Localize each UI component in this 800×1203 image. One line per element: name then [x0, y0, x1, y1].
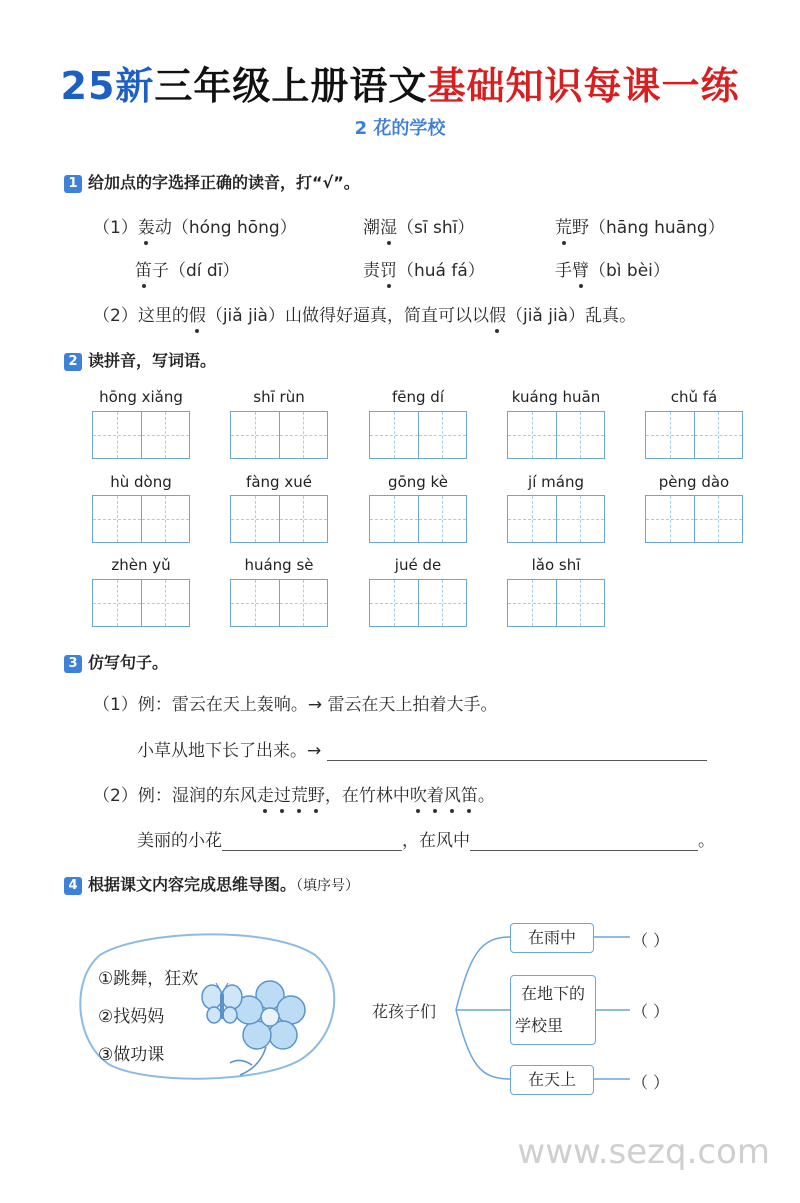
option-1: ①跳舞，狂欢 — [98, 969, 199, 989]
q1-item-pre: 潮 — [363, 218, 380, 238]
question-number-badge: 4 — [64, 877, 82, 895]
q3-s2-prompt: ，在风中 — [402, 831, 470, 851]
grid-cell[interactable] — [370, 412, 419, 458]
grid-cell[interactable] — [142, 496, 190, 542]
grid-cell[interactable] — [93, 412, 142, 458]
grid-cell[interactable] — [142, 412, 190, 458]
writing-grid[interactable] — [507, 411, 605, 459]
dotted-char: 罚 — [380, 256, 397, 281]
lesson-subtitle: 2 花的学校 — [354, 118, 446, 139]
answer-blank[interactable] — [327, 742, 707, 761]
q1-item-text: 野（hāng huāng） — [572, 218, 725, 238]
writing-grid[interactable] — [507, 579, 605, 627]
grid-cell[interactable] — [508, 412, 557, 458]
branch-box-1 — [510, 923, 594, 953]
writing-grid[interactable] — [92, 411, 190, 459]
pinyin-label: shī rùn — [253, 388, 305, 406]
q1-item-5 — [363, 256, 485, 281]
q1-sub1-label: （1） — [93, 218, 138, 238]
q3-example-2 — [93, 781, 495, 806]
writing-grid[interactable] — [230, 579, 328, 627]
pinyin-label: huáng sè — [244, 556, 314, 574]
grid-cell[interactable] — [280, 412, 328, 458]
writing-grid[interactable] — [230, 495, 328, 543]
branch-label: 在雨中 — [527, 928, 576, 947]
question-2-text: 读拼音，写词语。 — [88, 351, 217, 370]
q3-s1-example: 例：雷云在天上轰响。→ 雷云在天上拍着大手。 — [137, 695, 498, 715]
q1-item-text: 动（hóng hōng） — [154, 218, 297, 238]
q1-item-text: （sī shī） — [397, 218, 475, 238]
q1-item-2 — [363, 213, 474, 238]
grid-cell[interactable] — [557, 580, 605, 626]
question-4-note: （填序号） — [296, 878, 360, 894]
grid-cell[interactable] — [508, 580, 557, 626]
dotted-char: 湿 — [380, 213, 397, 238]
q3-s2-label: （2） — [93, 786, 138, 806]
question-2-heading — [64, 348, 216, 371]
grid-cell[interactable] — [419, 580, 467, 626]
dotted-phrase — [410, 786, 478, 806]
title-part-2: 三年级上册语文 — [154, 64, 428, 108]
q1-item-pre: 责 — [363, 261, 380, 281]
question-number-badge: 3 — [64, 655, 82, 673]
q3-s2-prompt: 美丽的小花 — [137, 831, 222, 851]
pinyin-label: fēng dí — [392, 388, 444, 406]
dotted-char: 轰 — [138, 213, 155, 238]
writing-grid[interactable] — [645, 411, 743, 459]
q1-sub2-label: （2） — [93, 306, 138, 326]
grid-cell[interactable] — [93, 580, 142, 626]
q1-item-6 — [555, 256, 670, 281]
dotted-char: 过 — [274, 781, 291, 806]
pinyin-label: kuáng huān — [511, 388, 601, 406]
mind-map-center: 花孩子们 — [372, 1002, 437, 1021]
question-1-text: 给加点的字选择正确的读音，打“√”。 — [88, 173, 360, 192]
dotted-char: 假 — [189, 301, 206, 326]
branch-label: 在天上 — [527, 1070, 576, 1089]
grid-cell[interactable] — [695, 412, 743, 458]
page-title — [0, 55, 800, 110]
grid-cell[interactable] — [646, 412, 695, 458]
dotted-char: 风 — [444, 781, 461, 806]
writing-grid[interactable] — [230, 411, 328, 459]
q1-sub2-sentence — [93, 301, 636, 326]
grid-cell[interactable] — [231, 412, 280, 458]
grid-cell[interactable] — [142, 580, 190, 626]
dotted-char: 笛 — [135, 256, 152, 281]
grid-cell[interactable] — [370, 496, 419, 542]
answer-paren-3[interactable]: （ ） — [632, 1073, 670, 1092]
q3-s1-prompt: 小草从地下长了出来。→ — [137, 741, 322, 761]
dotted-char: 走 — [257, 781, 274, 806]
grid-cell[interactable] — [419, 412, 467, 458]
writing-grid[interactable] — [369, 495, 467, 543]
q1-sub2-text: （jiǎ jià）山做得好逼真，简直可以以 — [205, 306, 489, 326]
dotted-phrase — [257, 786, 325, 806]
dotted-char: 假 — [489, 301, 506, 326]
answer-paren-2[interactable]: （ ） — [632, 1002, 670, 1021]
grid-cell[interactable] — [419, 496, 467, 542]
pinyin-label: zhèn yǔ — [111, 556, 171, 574]
grid-cell[interactable] — [231, 580, 280, 626]
question-number-badge: 2 — [64, 353, 82, 371]
question-number-badge: 1 — [64, 175, 82, 193]
writing-grid[interactable] — [369, 579, 467, 627]
grid-cell[interactable] — [231, 496, 280, 542]
option-2: ②找妈妈 — [98, 1007, 165, 1027]
q1-item-4 — [135, 256, 239, 281]
branch-box-2 — [510, 975, 596, 1045]
q1-item-text: （huá fá） — [397, 261, 485, 281]
writing-grid[interactable] — [507, 495, 605, 543]
branch-box-3 — [510, 1065, 594, 1095]
dotted-char: 吹 — [410, 781, 427, 806]
q1-item-3 — [555, 213, 725, 238]
dotted-char: 臂 — [572, 256, 589, 281]
dotted-char: 着 — [427, 781, 444, 806]
pinyin-label: chǔ fá — [670, 388, 718, 406]
q3-s2-prompt: 。 — [698, 831, 715, 851]
pinyin-label: jí máng — [528, 473, 584, 491]
answer-blank[interactable] — [222, 832, 402, 851]
q3-prompt-2 — [137, 826, 715, 851]
dotted-char: 荒 — [291, 781, 308, 806]
pinyin-label: pèng dào — [658, 473, 730, 491]
dotted-char: 野 — [308, 781, 325, 806]
branch-label: 学校里 — [515, 1016, 564, 1035]
q1-sub2-text: 这里的 — [137, 306, 189, 326]
q3-s2-text: 例：湿润的东风 — [137, 786, 257, 806]
title-part-1: 25新 — [60, 64, 155, 108]
q3-s2-text: 。 — [477, 786, 495, 806]
option-3: ③做功课 — [98, 1045, 165, 1065]
question-3-text: 仿写句子。 — [88, 653, 169, 672]
pinyin-label: gōng kè — [388, 473, 448, 491]
writing-grid[interactable] — [92, 495, 190, 543]
question-1-heading — [64, 170, 360, 193]
writing-grid[interactable] — [645, 495, 743, 543]
answer-paren-1[interactable]: （ ） — [632, 931, 670, 950]
dotted-char: 笛 — [461, 781, 478, 806]
grid-cell[interactable] — [557, 496, 605, 542]
grid-cell[interactable] — [508, 496, 557, 542]
q1-item-text: （bì bèi） — [589, 261, 670, 281]
q1-item-pre: 手 — [555, 261, 572, 281]
dotted-char: 荒 — [555, 213, 572, 238]
q3-example-1 — [93, 690, 497, 715]
grid-cell[interactable] — [93, 496, 142, 542]
grid-cell[interactable] — [280, 496, 328, 542]
q1-item-text: 子（dí dī） — [152, 261, 240, 281]
pinyin-label: lǎo shī — [531, 556, 581, 574]
pinyin-label: hù dòng — [110, 473, 172, 491]
writing-grid[interactable] — [369, 411, 467, 459]
pinyin-label: jué de — [394, 556, 442, 574]
q3-prompt-1 — [137, 736, 707, 761]
grid-cell[interactable] — [695, 496, 743, 542]
branch-label: 在地下的 — [520, 984, 585, 1003]
watermark: www.sezq.com — [517, 1132, 770, 1172]
question-4-heading — [64, 872, 359, 895]
q1-item-1 — [93, 213, 297, 238]
question-4-text: 根据课文内容完成思维导图。 — [88, 875, 297, 894]
q3-s1-label: （1） — [93, 695, 138, 715]
title-part-3: 基础知识每课一练 — [427, 64, 740, 108]
q1-sub2-text: （jiǎ jià）乱真。 — [505, 306, 637, 326]
pinyin-label: hōng xiǎng — [99, 388, 183, 406]
grid-cell[interactable] — [646, 496, 695, 542]
grid-cell[interactable] — [280, 580, 328, 626]
writing-grid[interactable] — [92, 579, 190, 627]
answer-blank[interactable] — [470, 832, 698, 851]
question-3-heading — [64, 650, 168, 673]
q3-s2-text: ，在竹林中 — [324, 786, 410, 806]
grid-cell[interactable] — [557, 412, 605, 458]
grid-cell[interactable] — [370, 580, 419, 626]
pinyin-label: fàng xué — [246, 473, 312, 491]
